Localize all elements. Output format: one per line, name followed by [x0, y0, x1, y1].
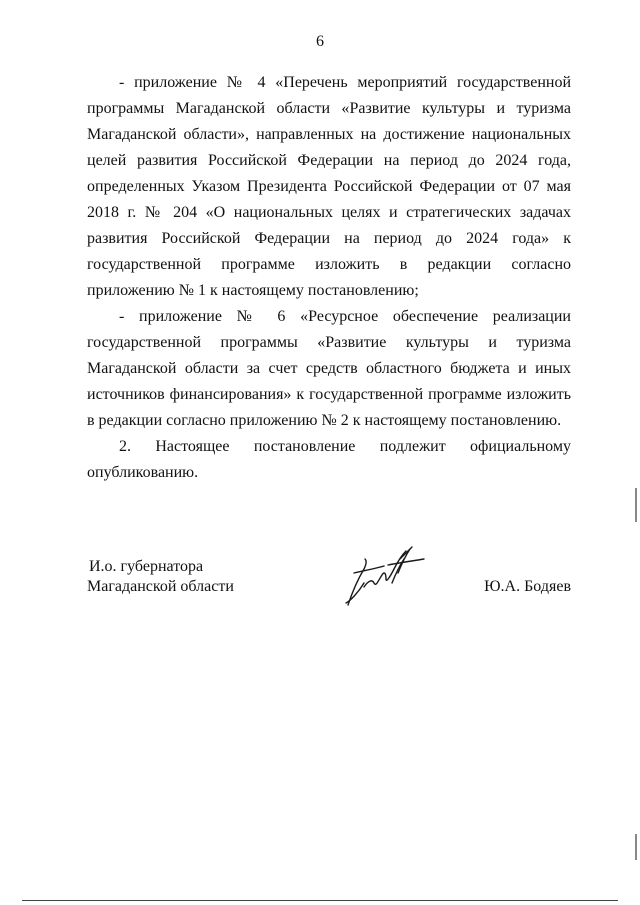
handwritten-signature: [340, 543, 428, 609]
signer-position: [87, 557, 234, 597]
paragraph-publication: 2. Настоящее постановление подлежит официальному опубликованию.: [87, 438, 571, 481]
signer-position-title: И.о. губернатора: [89, 558, 204, 575]
document-body: [87, 70, 571, 486]
signer-name: Ю.А. Бодяев: [484, 578, 571, 595]
paragraph-appendix-6: - приложение № 6 «Ресурсное обеспечение реализации государственной программы «Развитие культуры и туризма Магаданской области за счет средств областного бюджета и иных источников финансирования» к государственной программе изложить в редакции согласно приложению № 2 к настоящему постановлению.: [87, 308, 571, 429]
signature-block: [87, 557, 571, 627]
signer-position-region: Магаданской области: [87, 578, 234, 595]
scan-edge-mark-top: [635, 488, 637, 522]
paragraph-appendix-4: - приложение № 4 «Перечень мероприятий государственной программы Магаданской области «Развитие культуры и туризма Магаданской области», направленных на достижение национальных целей развития Российской Федерации на период до 2024 года, определенных Указом Президента Российской Федерации от 07 мая 2018 г. № 204 «О национальных целях и стратегических задачах развития Российской Федерации на период до 2024 года» к государственной программе изложить в редакции согласно приложению № 1 к настоящему постановлению;: [87, 74, 571, 299]
footer-rule: [22, 900, 618, 901]
page-number: 6: [316, 33, 324, 50]
scan-edge-mark-bottom: [635, 834, 637, 860]
